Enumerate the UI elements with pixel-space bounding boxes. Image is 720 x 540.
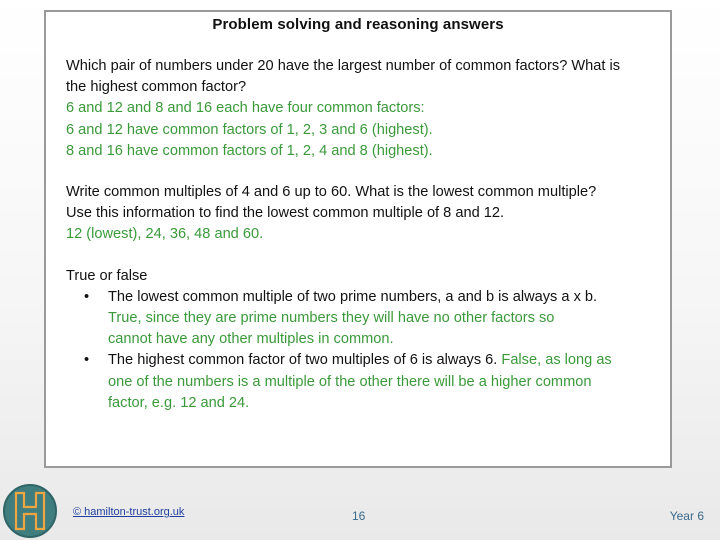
svg-text:H: H	[29, 524, 31, 525]
statement-2: The highest common factor of two multiples of 6 is always 6.	[108, 352, 498, 369]
content-body	[66, 56, 672, 414]
answer-1-line-2: 6 and 12 have common factors of 1, 2, 3 and 6 (highest).	[66, 121, 433, 138]
answer-3-line-1: True, since they are prime numbers they will have no other factors so	[108, 310, 555, 327]
page-number: 16	[352, 509, 366, 523]
question-2-line-1: Write common multiples of 4 and 6 up to 60. What is the lowest common multiple?	[66, 184, 597, 201]
year-label: Year 6	[669, 509, 704, 523]
question-1-line-1: Which pair of numbers under 20 have the largest number of common factors? What is	[66, 58, 621, 74]
answer-2: 12 (lowest), 24, 36, 48 and 60.	[66, 226, 264, 243]
answer-4-inline: False, as long as	[501, 352, 612, 369]
answer-4-line-3: factor, e.g. 12 and 24.	[108, 394, 250, 411]
question-2-line-2: Use this information to find the lowest common multiple of 8 and 12.	[66, 205, 505, 222]
statement-2-line	[108, 350, 672, 371]
h-letter-icon	[13, 491, 47, 531]
hamilton-logo	[3, 484, 57, 538]
list-item	[66, 287, 672, 351]
page-title: Problem solving and reasoning answers	[212, 16, 504, 33]
bullet: •	[84, 288, 90, 305]
true-false-list	[66, 287, 672, 414]
answer-3-line-2: cannot have any other multiples in common.	[108, 331, 394, 348]
list-item	[66, 350, 672, 414]
bullet: •	[84, 352, 90, 369]
true-false-heading: True or false	[66, 267, 148, 284]
hamilton-trust-link[interactable]: © hamilton-trust.org.uk	[73, 506, 185, 518]
statement-1: The lowest common multiple of two prime numbers, a and b is always a x b.	[108, 288, 598, 305]
answer-1-line-1: 6 and 12 and 8 and 16 each have four common factors:	[66, 100, 425, 117]
question-1-line-2: the highest common factor?	[66, 79, 247, 96]
answer-4-line-2: one of the numbers is a multiple of the other there will be a higher common	[108, 373, 592, 390]
answer-1-line-3: 8 and 16 have common factors of 1, 2, 4 and 8 (highest).	[66, 142, 433, 159]
website-link[interactable]	[73, 506, 184, 518]
content-card	[44, 10, 672, 468]
